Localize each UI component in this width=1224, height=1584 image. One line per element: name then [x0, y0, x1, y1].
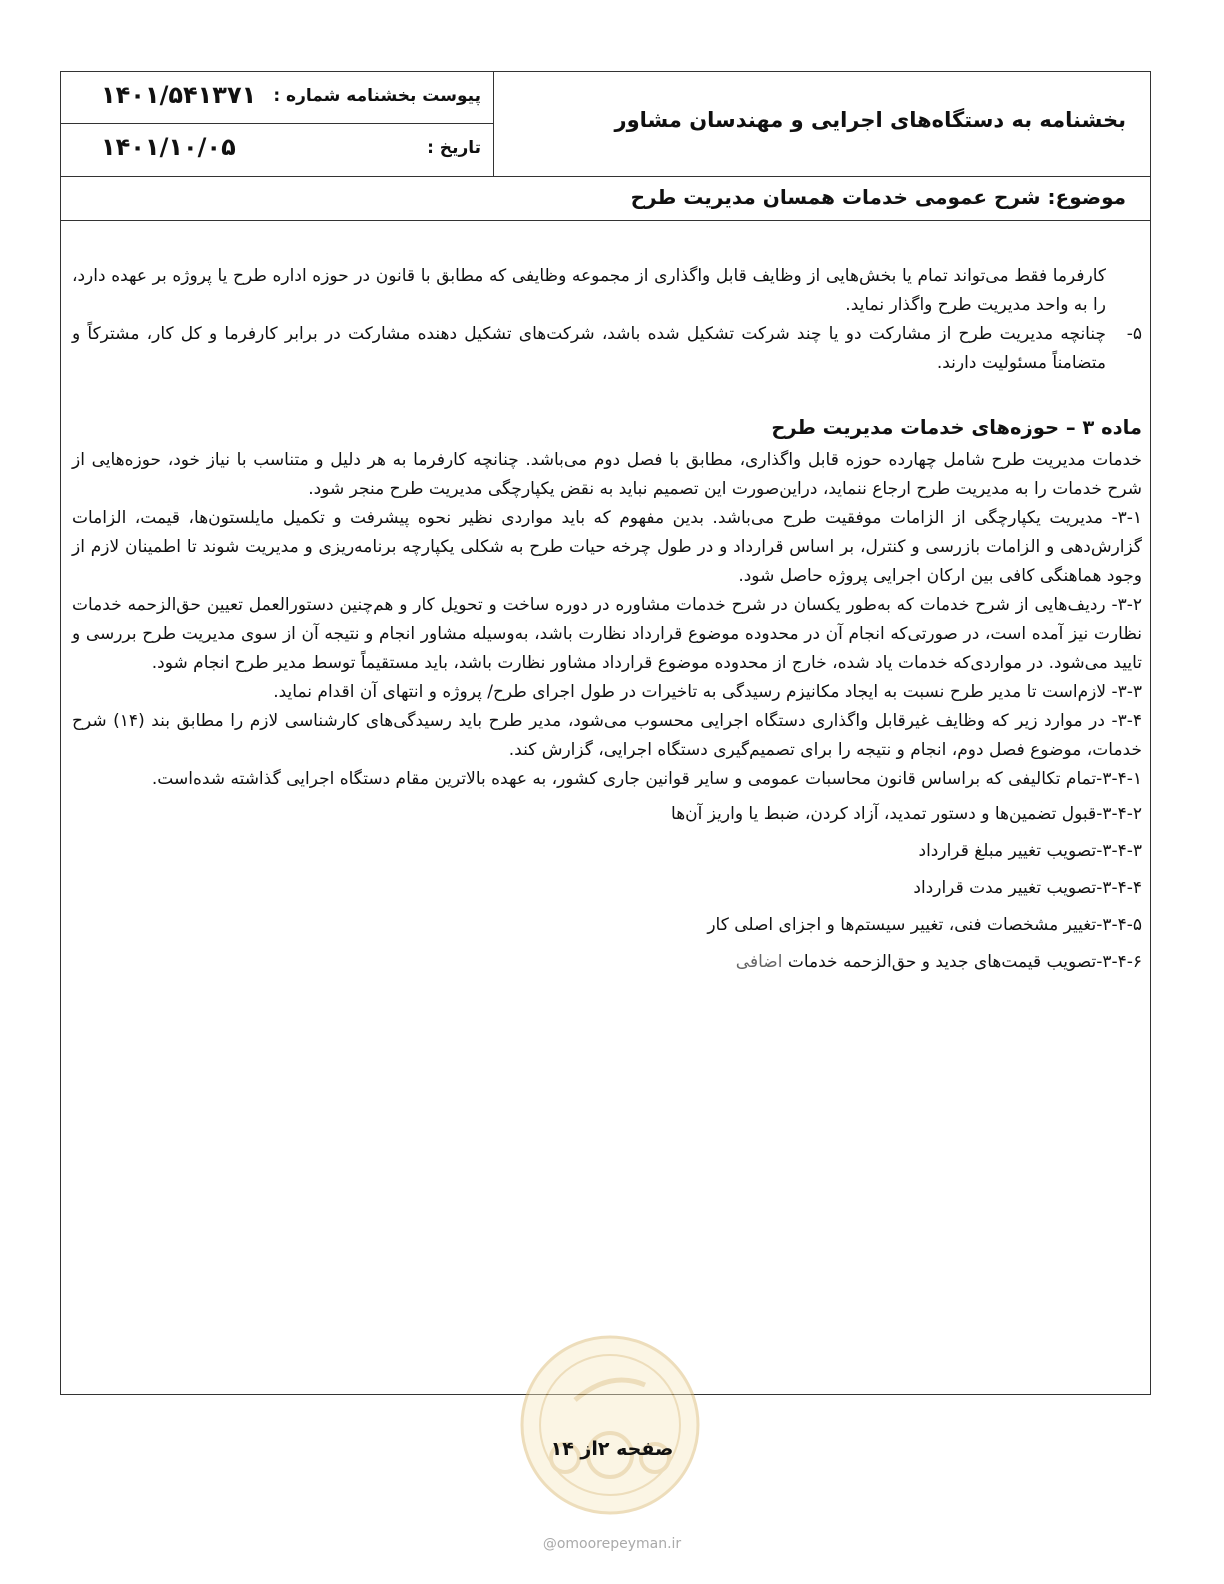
- subject-row: [61, 177, 1150, 221]
- subject-text: موضوع: شرح عمومی خدمات همسان مدیریت طرح: [630, 185, 1126, 209]
- section-paragraph: ۳-۱- مدیریت یکپارچگی از الزامات موفقیت طرح می‌باشد. بدین مفهوم که باید مواردی نظیر نحوه پیشرفت و تکمیل مایلستون‌ها، قیمت، الزامات گزارش‌دهی و الزامات بازرسی و کنترل، بر اساس قرارداد و در طول چرخه حیات طرح به شکلی یکپارچه برنامه‌ریزی و مدیریت شوند تا اطمینان لازم از وجود هماهنگی کافی بین ارکان اجرایی پروژه حاصل شود.: [72, 508, 1142, 586]
- section-paragraph: ۳-۴-۱-تمام تکالیفی که براساس قانون محاسبات عمومی و سایر قوانین جاری کشور، به عهده بالاترین مقام دستگاه اجرایی گذاشته شده‌است.: [151, 769, 1142, 789]
- watermark: @omoorepeyman.ir: [542, 1536, 682, 1552]
- list-item-number: ۵-: [1126, 324, 1142, 344]
- list-item-text: چنانچه مدیریت طرح از مشارکت دو یا چند شرکت تشکیل شده باشد، شرکت‌های تشکیل دهنده مشارکت در برابر کارفرما و کل کار، مشترکاً و متضامناً مسئولیت دارند.: [72, 324, 1106, 373]
- circular-title: بخشنامه به دستگاه‌های اجرایی و مهندسان مشاور: [614, 108, 1126, 132]
- date-label: تاریخ :: [427, 138, 481, 158]
- list-item-5: [72, 320, 1142, 378]
- reference-box: [61, 72, 494, 176]
- seal-outer-ring: [522, 1337, 698, 1513]
- sub-item-text: ۳-۴-۶-تصویب قیمت‌های جدید و حق‌الزحمه خدمات: [787, 952, 1142, 972]
- sub-item: ۳-۴-۳-تصویب تغییر مبلغ قرارداد: [918, 841, 1142, 861]
- document-body: [72, 262, 1142, 981]
- document-header: [61, 72, 1150, 177]
- section-paragraph: خدمات مدیریت طرح شامل چهارده حوزه قابل واگذاری، مطابق با فصل دوم می‌باشد. چنانچه کارفرما به هر دلیل و متناسب با نیاز خود، حوزه‌هایی از شرح خدمات را به مدیریت طرح ارجاع ننماید، دراین‌صورت این تصمیم نباید به نقض یکپارچگی مدیریت طرح منجر شود.: [72, 450, 1142, 499]
- sub-item: [72, 944, 1142, 981]
- sub-item-faded-text: اضافی: [735, 952, 783, 972]
- date-row: [61, 124, 493, 176]
- intro-paragraph: کارفرما فقط می‌تواند تمام یا بخش‌هایی از وظایف قابل واگذاری از مجموعه وظایفی که مطابق با قانون در حوزه اداره طرح یا پروژه بر عهده دارد، را به واحد مدیریت طرح واگذار نماید.: [72, 266, 1106, 315]
- date-value: ۱۴۰۱/۱۰/۰۵: [101, 133, 236, 161]
- section-paragraph: ۳-۴- در موارد زیر که وظایف غیرقابل واگذاری دستگاه اجرایی محسوب می‌شود، مدیر طرح باید رسیدگی‌های کارشناسی لازم را مطابق بند (۱۴) شرح خدمات، موضوع فصل دوم، انجام و نتیجه را برای تصمیم‌گیری دستگاه اجرایی، گزارش کند.: [72, 711, 1142, 760]
- number-row: [61, 72, 493, 124]
- page-number: صفحه ۲از ۱۴: [550, 1438, 674, 1460]
- sub-item: ۳-۴-۲-قبول تضمین‌ها و دستور تمدید، آزاد کردن، ضبط یا واریز آن‌ها: [671, 804, 1142, 824]
- sub-item: ۳-۴-۴-تصویب تغییر مدت قرارداد: [913, 878, 1142, 898]
- number-value: ۱۴۰۱/۵۴۱۳۷۱: [101, 81, 257, 109]
- section-paragraph: ۳-۲- ردیف‌هایی از شرح خدمات که به‌طور یکسان در شرح خدمات مشاوره در دوره ساخت و تحویل کار و هم‌چنین دستورالعمل تعیین حق‌الزحمه خدمات نظارت نیز آمده است، در صورتی‌که انجام آن در محدوده موضوع قرارداد نظارت باشد، به‌وسیله مشاور انجام و نتیجه آن از سوی مدیریت طرح بررسی و تایید می‌شود. در مواردی‌که خدمات یاد شده، خارج از محدوده موضوع قرارداد مشاور نظارت باشد، باید مستقیماً توسط مدیر طرح انجام شود.: [72, 595, 1142, 673]
- seal-logo: [515, 1330, 705, 1520]
- number-label: پیوست بخشنامه شماره :: [273, 86, 481, 106]
- sub-item: ۳-۴-۵-تغییر مشخصات فنی، تغییر سیستم‌ها و اجزای اصلی کار: [707, 915, 1142, 935]
- section-heading: ماده ۳ – حوزه‌های خدمات مدیریت طرح: [771, 416, 1142, 439]
- section-paragraph: ۳-۳- لازم‌است تا مدیر طرح نسبت به ایجاد مکانیزم رسیدگی به تاخیرات در طول اجرای طرح/ پروژه و انتهای آن اقدام نماید.: [273, 682, 1142, 702]
